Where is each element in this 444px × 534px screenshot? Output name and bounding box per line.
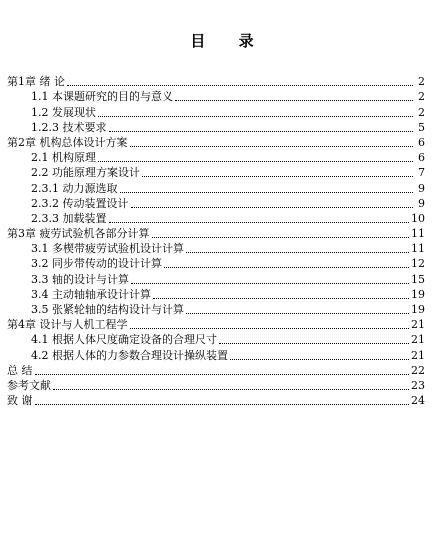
toc-dot-leader: [109, 130, 414, 132]
toc-entry[interactable]: [7, 149, 425, 164]
toc-entry[interactable]: [7, 377, 425, 392]
toc-entry-page: 21: [411, 348, 425, 362]
toc-entry[interactable]: [7, 210, 425, 225]
toc-entry-text: 2.3.2 传动装置设计: [31, 196, 129, 210]
toc-dot-leader: [186, 251, 409, 253]
toc-entry[interactable]: [7, 346, 425, 361]
toc-entry[interactable]: [7, 270, 425, 285]
toc-entry-page: 9: [418, 181, 425, 195]
toc-entry[interactable]: [7, 331, 425, 346]
toc-entry-text: 3.2 同步带传动的设计计算: [31, 257, 162, 271]
toc-dot-leader: [131, 206, 414, 208]
toc-dot-leader: [152, 236, 410, 238]
toc-entry[interactable]: [7, 240, 425, 255]
toc-entry[interactable]: [7, 362, 425, 377]
toc-dot-leader: [35, 403, 410, 405]
toc-dot-leader: [130, 145, 414, 147]
toc-entry[interactable]: [7, 225, 425, 240]
toc-dot-leader: [35, 373, 410, 375]
toc-entry-page: 21: [411, 318, 425, 332]
toc-dot-leader: [98, 160, 413, 162]
toc-entry-text: 总 结: [7, 363, 33, 377]
toc-entry-page: 2: [418, 90, 425, 104]
toc-entry-text: 3.1 多楔带疲劳试验机设计计算: [31, 242, 184, 256]
toc-entry-text: 3.5 张紧轮轴的结构设计与计算: [31, 303, 184, 316]
toc-entry-page: 19: [411, 287, 425, 301]
toc-entry-page: 6: [418, 135, 425, 149]
toc-dot-leader: [175, 99, 413, 101]
toc-entry[interactable]: [7, 195, 425, 210]
toc-entry-text: 4.1 根据人体尺度确定设备的合理尺寸: [31, 333, 217, 347]
toc-entry-text: 第2章 机构总体设计方案: [7, 135, 128, 149]
toc-dot-leader: [230, 358, 409, 360]
toc-dot-leader: [109, 221, 410, 223]
toc-dot-leader: [142, 175, 413, 177]
toc-entry-text: 2.2 功能原理方案设计: [31, 166, 140, 180]
toc-entry-page: 19: [411, 303, 425, 316]
toc-entry-page: 21: [411, 333, 425, 347]
toc-entry-text: 第4章 设计与人机工程学: [7, 318, 128, 332]
toc-dot-leader: [120, 191, 414, 193]
toc-entry-text: 致 谢: [7, 394, 33, 408]
toc-entry[interactable]: [7, 255, 425, 270]
toc-entry-text: 1.1 本课题研究的目的与意义: [31, 90, 173, 104]
toc-dot-leader: [53, 388, 409, 390]
toc-dot-leader: [164, 266, 409, 268]
toc-dot-leader: [98, 115, 413, 117]
toc-entry-page: 11: [411, 242, 425, 256]
toc-entry-page: 2: [418, 105, 425, 119]
toc-entry[interactable]: [7, 119, 425, 134]
toc-entry-text: 1.2.3 技术要求: [31, 120, 107, 134]
toc-entry[interactable]: [7, 88, 425, 103]
toc-entry-page: 9: [418, 196, 425, 210]
toc-entry[interactable]: [7, 286, 425, 301]
toc-entry-page: 24: [411, 394, 425, 408]
toc-entry-text: 参考文献: [7, 378, 51, 392]
toc-entry[interactable]: [7, 103, 425, 118]
toc-list: [7, 73, 425, 407]
toc-entry-page: 15: [411, 272, 425, 286]
toc-entry-page: 7: [418, 166, 425, 180]
toc-entry[interactable]: [7, 164, 425, 179]
toc-entry-page: 6: [418, 151, 425, 165]
toc-entry-page: 23: [411, 378, 425, 392]
toc-entry-text: 2.1 机构原理: [31, 151, 96, 165]
toc-dot-leader: [131, 282, 409, 284]
toc-entry-page: 5: [418, 120, 425, 134]
toc-entry-page: 12: [411, 257, 425, 271]
toc-entry[interactable]: [7, 392, 425, 407]
toc-dot-leader: [130, 327, 410, 329]
toc-entry-page: 22: [411, 363, 425, 377]
toc-entry-text: 2.3.1 动力源选取: [31, 181, 118, 195]
toc-entry-text: 第1章 绪 论: [7, 75, 65, 89]
toc-dot-leader: [219, 342, 409, 344]
toc-dot-leader: [186, 312, 409, 314]
toc-entry-page: 11: [411, 227, 425, 241]
toc-entry-text: 4.2 根据人体的力参数合理设计操纵装置: [31, 348, 228, 362]
toc-entry[interactable]: [7, 301, 425, 316]
toc-entry-text: 3.4 主动轴轴承设计计算: [31, 287, 151, 301]
toc-entry-text: 1.2 发展现状: [31, 105, 96, 119]
toc-entry[interactable]: [7, 134, 425, 149]
toc-entry-text: 第3章 疲劳试验机各部分计算: [7, 227, 150, 241]
toc-title: 目 录: [190, 32, 268, 50]
toc-entry-page: 2: [418, 75, 425, 89]
toc-entry[interactable]: [7, 73, 425, 88]
toc-entry-text: 3.3 轴的设计与计算: [31, 272, 129, 286]
toc-entry-text: 2.3.3 加载装置: [31, 211, 107, 225]
toc-dot-leader: [67, 84, 413, 86]
toc-dot-leader: [153, 297, 409, 299]
toc-entry-page: 10: [411, 211, 425, 225]
toc-entry[interactable]: [7, 316, 425, 331]
toc-entry[interactable]: [7, 179, 425, 194]
